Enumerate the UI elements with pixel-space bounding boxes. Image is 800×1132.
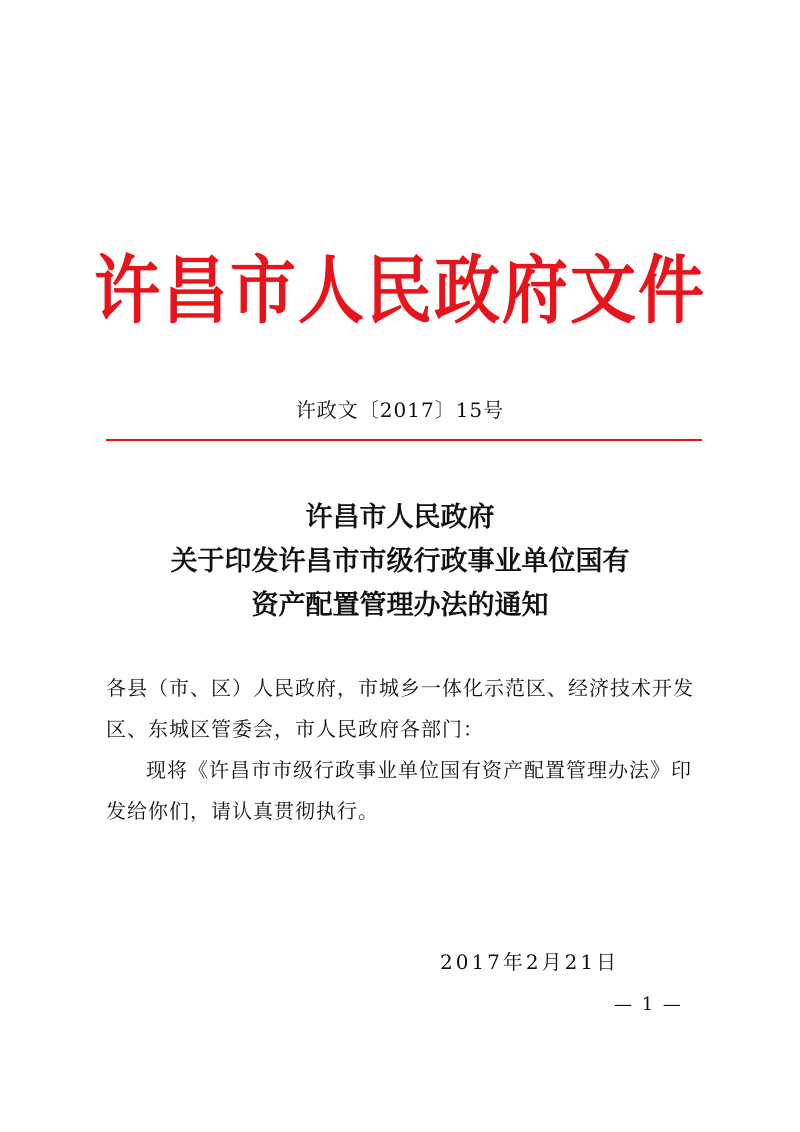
red-divider-line	[106, 439, 702, 441]
addressee-paragraph: 各县（市、区）人民政府，市城乡一体化示范区、经济技术开发区、东城区管委会，市人民政府各部门：	[106, 676, 694, 741]
document-number: 许政文〔2017〕15号	[295, 398, 505, 422]
title-line-3: 资产配置管理办法的通知	[251, 590, 549, 621]
document-body	[106, 668, 706, 832]
page-number: — 1 —	[614, 994, 683, 1015]
masthead-title: 许昌市人民政府文件	[94, 246, 706, 335]
issue-date: 2017年2月21日	[440, 950, 620, 974]
document-title	[0, 496, 800, 628]
title-line-2: 关于印发许昌市市级行政事业单位国有	[170, 546, 630, 577]
content-paragraph: 现将《许昌市市级行政事业单位国有资产配置管理办法》印发给你们，请认真贯彻执行。	[106, 758, 692, 823]
title-line-1: 许昌市人民政府	[305, 502, 495, 533]
